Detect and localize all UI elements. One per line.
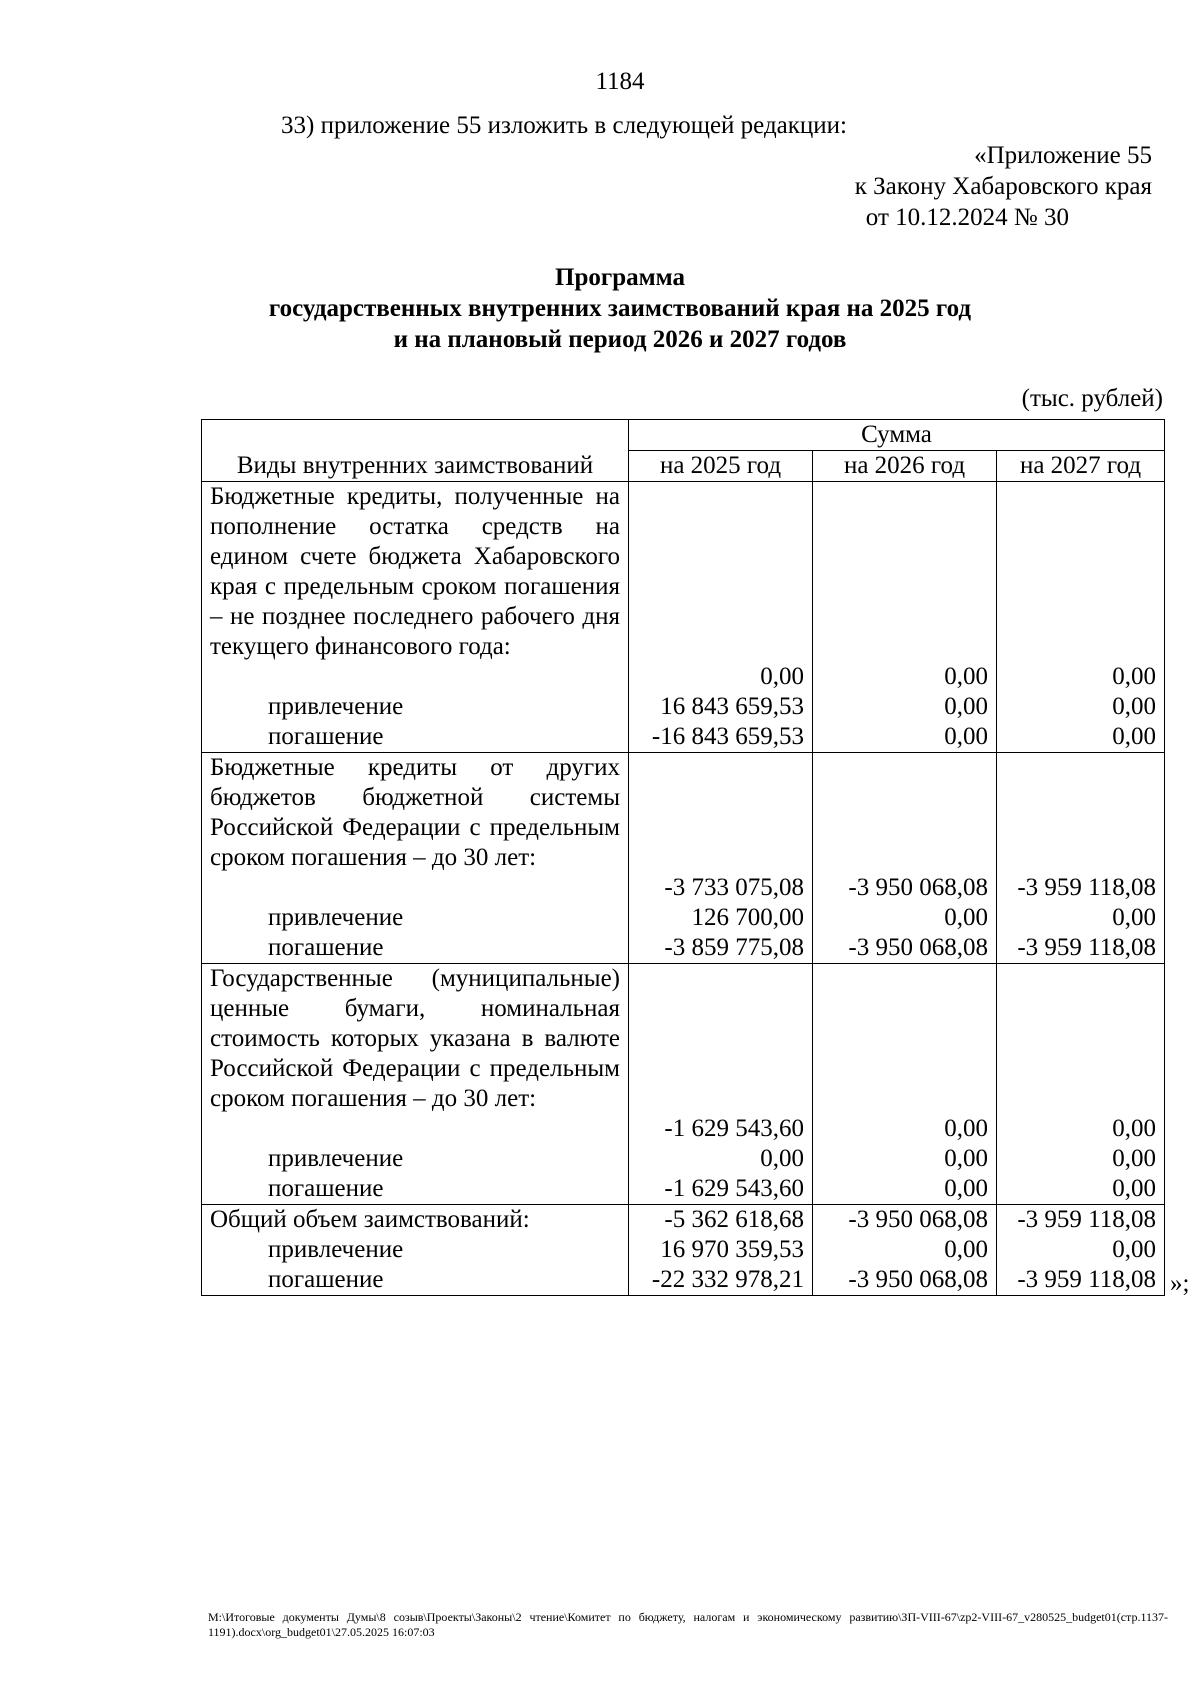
cell-value: 0,00 <box>813 903 997 933</box>
cell-value: -1 629 543,60 <box>629 1174 813 1205</box>
section-securities <box>202 964 1165 1205</box>
attraction-label: привлечение <box>268 1236 404 1263</box>
table-row-attraction <box>202 1235 1165 1265</box>
cell-value: -3 959 118,08 <box>997 1265 1165 1296</box>
header-year-2026: на 2026 год <box>813 451 997 482</box>
attraction-label: привлечение <box>268 904 404 931</box>
repayment-label: погашение <box>268 1175 384 1202</box>
units-label: (тыс. рублей) <box>1021 385 1163 412</box>
cell-value: -1 629 543,60 <box>629 964 813 1145</box>
title-line-2: государственных внутренних заимствований края на 2025 год <box>268 295 972 322</box>
table-row-repayment <box>202 1174 1165 1205</box>
cell-value: 0,00 <box>997 482 1165 693</box>
cell-value: -3 950 068,08 <box>813 1265 997 1296</box>
section-title-text: Государственные (муниципальные) ценные бумаги, номинальная стоимость которых указана в валюте Российской Федерации с предельным сроком погашения – до 30 лет: <box>210 965 620 1112</box>
cell-value: 0,00 <box>813 692 997 722</box>
repayment-label: погашение <box>268 934 384 961</box>
section-budget-credits-balance <box>202 482 1165 753</box>
table-row-repayment <box>202 1265 1165 1296</box>
appendix-reference <box>700 140 1152 233</box>
cell-value: -5 362 618,68 <box>629 1205 813 1236</box>
table-row-attraction <box>202 1144 1165 1174</box>
table-row <box>202 1205 1165 1236</box>
borrowing-table <box>201 419 1165 1296</box>
header-sum: Сумма <box>629 420 1165 451</box>
cell-value: 0,00 <box>813 964 997 1145</box>
row-label-cell <box>202 1265 629 1296</box>
section-title-text: Бюджетные кредиты от других бюджетов бюджетной системы Российской Федерации с предельным сроком погашения – до 30 лет: <box>210 754 620 871</box>
title-line-1: Программа <box>555 264 685 291</box>
cell-value: 0,00 <box>997 722 1165 753</box>
table-row-attraction <box>202 692 1165 722</box>
row-label-cell <box>202 722 629 753</box>
appendix-line-3: от 10.12.2024 № 30 <box>865 204 1069 231</box>
section-title: Общий объем заимствований: <box>202 1205 629 1236</box>
cell-value: 0,00 <box>813 1144 997 1174</box>
cell-value: 0,00 <box>813 1235 997 1265</box>
cell-value: -3 733 075,08 <box>629 753 813 904</box>
section-title <box>202 482 629 693</box>
attraction-label: привлечение <box>268 693 404 720</box>
section-total-borrowing <box>202 1205 1165 1296</box>
appendix-line-1: «Приложение 55 <box>974 142 1152 169</box>
repayment-label: погашение <box>268 723 384 750</box>
cell-value: 0,00 <box>997 903 1165 933</box>
row-label-cell <box>202 692 629 722</box>
amendment-intro: 33) приложение 55 изложить в следующей редакции: <box>281 112 847 139</box>
row-label-cell <box>202 1235 629 1265</box>
cell-value: 0,00 <box>997 1235 1165 1265</box>
cell-value: -3 950 068,08 <box>813 753 997 904</box>
section-title <box>202 753 629 904</box>
row-label-cell <box>202 1174 629 1205</box>
table-row-repayment <box>202 722 1165 753</box>
cell-value: -16 843 659,53 <box>629 722 813 753</box>
cell-value: 0,00 <box>813 1174 997 1205</box>
cell-value: 16 970 359,53 <box>629 1235 813 1265</box>
cell-value: -3 950 068,08 <box>813 933 997 964</box>
repayment-label: погашение <box>268 1266 384 1293</box>
closing-quote-mark: »; <box>1170 1270 1190 1297</box>
row-label-cell <box>202 1144 629 1174</box>
cell-value: 0,00 <box>813 722 997 753</box>
document-title <box>0 262 1200 355</box>
attraction-label: привлечение <box>268 1145 404 1172</box>
appendix-line-2: к Закону Хабаровского края <box>854 173 1152 200</box>
header-borrowing-kind: Виды внутренних заимствований <box>202 420 629 482</box>
table-row <box>202 964 1165 1145</box>
cell-value: 0,00 <box>997 692 1165 722</box>
cell-value: 0,00 <box>813 482 997 693</box>
row-label-cell <box>202 933 629 964</box>
cell-value: 0,00 <box>997 1144 1165 1174</box>
cell-value: 0,00 <box>629 1144 813 1174</box>
cell-value: 0,00 <box>997 964 1165 1145</box>
section-title <box>202 964 629 1145</box>
section-budget-credits-other-budgets <box>202 753 1165 964</box>
cell-value: -3 959 118,08 <box>997 1205 1165 1236</box>
cell-value: -22 332 978,21 <box>629 1265 813 1296</box>
cell-value: -3 959 118,08 <box>997 753 1165 904</box>
file-path-footer: M:\Итоговые документы Думы\8 созыв\Проекты\Законы\2 чтение\Комитет по бюджету, налогам и экономическому развитию\ЗП-VIII-67\zp2-VIII-67_v280525_budget01(стр.1137-1191).docx\org_budget01\27.05.2025 16:07:03 <box>208 1610 1168 1639</box>
table-row-repayment <box>202 933 1165 964</box>
cell-value: 16 843 659,53 <box>629 692 813 722</box>
cell-value: 0,00 <box>997 1174 1165 1205</box>
title-line-3: и на плановый период 2026 и 2027 годов <box>393 326 847 353</box>
table-row <box>202 753 1165 904</box>
cell-value: 126 700,00 <box>629 903 813 933</box>
table-row <box>202 482 1165 693</box>
page-number: 1184 <box>595 68 645 95</box>
cell-value: 0,00 <box>629 482 813 693</box>
header-year-2027: на 2027 год <box>997 451 1165 482</box>
section-title-text: Бюджетные кредиты, полученные на пополнение остатка средств на едином счете бюджета Хабаровского края с предельным сроком погашения – не позднее последнего рабочего дня текущего финансового года: <box>210 483 620 660</box>
table-row-attraction <box>202 903 1165 933</box>
cell-value: -3 950 068,08 <box>813 1205 997 1236</box>
cell-value: -3 859 775,08 <box>629 933 813 964</box>
row-label-cell <box>202 903 629 933</box>
header-year-2025: на 2025 год <box>629 451 813 482</box>
cell-value: -3 959 118,08 <box>997 933 1165 964</box>
